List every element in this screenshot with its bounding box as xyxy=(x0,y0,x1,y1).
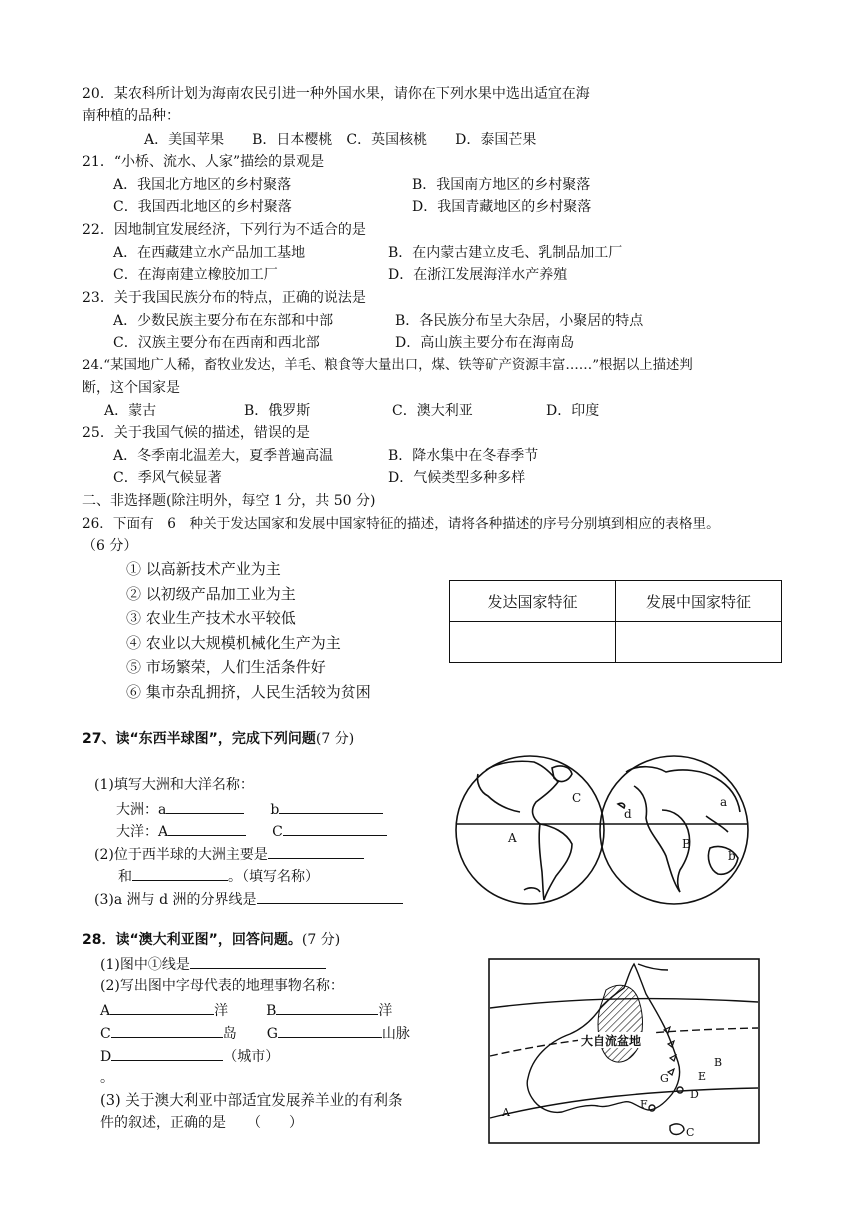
aus-label-B: B xyxy=(714,1056,723,1069)
curve-line-2 xyxy=(490,1088,758,1118)
q26-item-5: ⑤ 市场繁荣，人们生活条件好 xyxy=(126,658,326,676)
q21-option-c: C．我国西北地区的乡村聚落 xyxy=(113,199,292,215)
q27-blank-A[interactable] xyxy=(168,820,246,836)
map-basin-label: 大自流盆地 xyxy=(581,1034,642,1048)
q28-blank-D[interactable] xyxy=(111,1045,223,1061)
aus-label-E: E xyxy=(698,1070,707,1083)
australia-map xyxy=(488,958,760,1144)
q28-G-label: G xyxy=(266,1026,278,1042)
q28-city-suffix: （城市） xyxy=(223,1049,280,1065)
q27-blank-C[interactable] xyxy=(283,820,387,836)
q26-answer-table xyxy=(449,580,782,663)
aus-label-D: D xyxy=(690,1088,699,1101)
q28-B-label: B xyxy=(266,1003,277,1019)
q22-option-c: C．在海南建立橡胶加工厂 xyxy=(113,267,278,283)
q20-options: A．美国苹果 B．日本樱桃 C．英国核桃 D．泰国芒果 xyxy=(144,132,537,148)
map-label-B: B xyxy=(682,837,691,851)
q28-blank-B[interactable] xyxy=(276,999,378,1015)
q28-island-suffix: 岛 xyxy=(222,1026,237,1042)
q27-heading xyxy=(82,729,354,749)
q27-continent-a-label: 大洲：a xyxy=(116,802,167,818)
q25-stem: 25．关于我国气候的描述，错误的是 xyxy=(82,425,310,441)
table-head-developed: 发达国家特征 xyxy=(450,581,616,622)
q27-blank-west2[interactable] xyxy=(132,865,228,881)
q27-blank-west1[interactable] xyxy=(268,843,364,859)
q28-heading xyxy=(82,930,340,950)
q24-stem-line2: 断，这个国家是 xyxy=(82,380,180,396)
q27-blank-boundary[interactable] xyxy=(257,888,403,904)
q28-C-label: C xyxy=(100,1026,111,1042)
q26-item-4: ④ 农业以大规模机械化生产为主 xyxy=(126,634,341,652)
aus-label-F: F xyxy=(640,1098,648,1111)
q27-part2 xyxy=(94,843,364,865)
q23-option-a: A．少数民族主要分布在东部和中部 xyxy=(113,313,334,329)
hemispheres-map xyxy=(448,752,758,908)
q28-part3-line2: 件的叙述，正确的是 （ ） xyxy=(100,1115,303,1131)
city-D-marker xyxy=(677,1087,683,1093)
q28-blank-A[interactable] xyxy=(110,999,214,1015)
table-head-developing: 发展中国家特征 xyxy=(616,581,782,622)
q26-item-2: ② 以初级产品加工业为主 xyxy=(126,585,296,603)
q27-blank-a[interactable] xyxy=(166,798,244,814)
q24-option-d: D．印度 xyxy=(546,403,600,419)
q27-blank-b[interactable] xyxy=(279,798,383,814)
q27-part2-cont xyxy=(118,865,319,887)
q25-option-d: D．气候类型多种多样 xyxy=(388,470,526,486)
q21-option-a: A．我国北方地区的乡村聚落 xyxy=(113,177,292,193)
q28-score: (7 分) xyxy=(301,932,341,948)
q22-option-b: B．在内蒙古建立皮毛、乳制品加工厂 xyxy=(388,245,623,261)
aus-label-C: C xyxy=(686,1126,695,1139)
q21-option-b: B．我国南方地区的乡村聚落 xyxy=(412,177,591,193)
q23-stem: 23．关于我国民族分布的特点，正确的说法是 xyxy=(82,290,366,306)
section-heading: 二、非选择题(除注明外，每空 1 分，共 50 分) xyxy=(82,493,376,509)
q28-row-ab xyxy=(100,999,392,1021)
q24-option-b: B．俄罗斯 xyxy=(244,403,311,419)
q28-blank-G[interactable] xyxy=(278,1022,382,1038)
q28-mountain-suffix: 山脉 xyxy=(381,1026,410,1042)
q26-stem-line1: 26．下面有 6 种关于发达国家和发展中国家特征的描述，请将各种描述的序号分别填到相应的表格里。 xyxy=(82,516,720,532)
q28-row-d xyxy=(100,1045,279,1067)
q27-ocean-row xyxy=(116,820,387,842)
q28-part1 xyxy=(100,953,326,975)
q27-part3 xyxy=(94,888,403,910)
aus-label-G: G xyxy=(660,1072,669,1085)
q23-option-c: C．汉族主要分布在西南和西北部 xyxy=(113,335,320,351)
q27-fill-note: 。（填写名称） xyxy=(228,869,319,885)
q20-stem-line1: 20．某农科所计划为海南农民引进一种外国水果，请你在下列水果中选出适宜在海 xyxy=(82,86,590,102)
map-label-a: a xyxy=(720,795,728,809)
q27-score: (7 分) xyxy=(315,731,355,747)
q28-ocean-suffix-1: 洋 xyxy=(214,1003,229,1019)
q28-blank-C[interactable] xyxy=(111,1022,223,1038)
q28-blank-line1[interactable] xyxy=(190,953,326,969)
q24-stem-line1: 24.“某国地广人稀，畜牧业发达，羊毛、粮食等大量出口，煤、铁等矿产资源丰富……”根据以上描述判 xyxy=(82,358,693,373)
map-label-b: b xyxy=(728,849,736,863)
map-label-C: C xyxy=(572,791,582,805)
q23-option-b: B．各民族分布呈大杂居，小聚居的特点 xyxy=(395,313,644,329)
q27-ocean-A-label: 大洋：A xyxy=(116,824,169,840)
q27-part1: (1)填写大洲和大洋名称： xyxy=(94,777,254,793)
q23-option-d: D．高山族主要分布在海南岛 xyxy=(395,335,575,351)
q21-option-d: D．我国青藏地区的乡村聚落 xyxy=(412,199,592,215)
q27-and: 和 xyxy=(118,869,132,885)
q26-item-3: ③ 农业生产技术水平较低 xyxy=(126,609,296,627)
q22-stem: 22．因地制宜发展经济，下列行为不适合的是 xyxy=(82,222,366,238)
q21-stem: 21．“小桥、流水、人家”描绘的景观是 xyxy=(82,154,325,170)
q27-part2-text: (2)位于西半球的大洲主要是 xyxy=(94,847,268,863)
answer-cell-developed[interactable] xyxy=(450,622,616,663)
q24-option-a: A．蒙古 xyxy=(104,403,157,419)
map-label-A: A xyxy=(508,831,517,845)
q28-ocean-suffix-2: 洋 xyxy=(378,1003,393,1019)
q28-part1-text: (1)图中①线是 xyxy=(100,957,190,973)
great-artesian-basin xyxy=(598,985,642,1062)
q20-stem-line2: 南种植的品种： xyxy=(82,108,180,124)
q26-item-6: ⑥ 集市杂乱拥挤，人民生活较为贫困 xyxy=(126,683,371,701)
answer-cell-developing[interactable] xyxy=(616,622,782,663)
q28-part2: (2)写出图中字母代表的地理事物名称： xyxy=(100,978,344,994)
q28-period: 。 xyxy=(100,1070,114,1086)
q25-option-a: A．冬季南北温差大，夏季普遍高温 xyxy=(113,448,334,464)
q27-ocean-C-label: C xyxy=(272,824,283,840)
q28-title: 28．读“澳大利亚图”，回答问题。 xyxy=(82,932,302,948)
q27-continent-b-label: b xyxy=(270,802,280,818)
map-label-d: d xyxy=(624,807,632,821)
q27-part3-text: (3)a 洲与 d 洲的分界线是 xyxy=(94,892,257,908)
q28-row-cg xyxy=(100,1022,410,1044)
q25-option-c: C．季风气候显著 xyxy=(113,470,222,486)
q28-part3-line1: (3) 关于澳大利亚中部适宜发展养羊业的有利条 xyxy=(100,1092,403,1109)
q22-option-a: A．在西藏建立水产品加工基地 xyxy=(113,245,306,261)
q28-A-label: A xyxy=(100,1003,111,1019)
q24-option-c: C．澳大利亚 xyxy=(392,403,473,419)
aus-label-A: A xyxy=(502,1106,510,1119)
q22-option-d: D．在浙江发展海洋水产养殖 xyxy=(388,267,568,283)
q26-stem-line2: （6 分） xyxy=(82,538,138,554)
q28-D-label: D xyxy=(100,1049,112,1065)
q25-option-b: B．降水集中在冬春季节 xyxy=(388,448,539,464)
q27-continent-row xyxy=(116,798,383,820)
q27-title: 27、读“东西半球图”，完成下列问题 xyxy=(82,731,316,747)
q26-item-1: ① 以高新技术产业为主 xyxy=(126,560,281,578)
